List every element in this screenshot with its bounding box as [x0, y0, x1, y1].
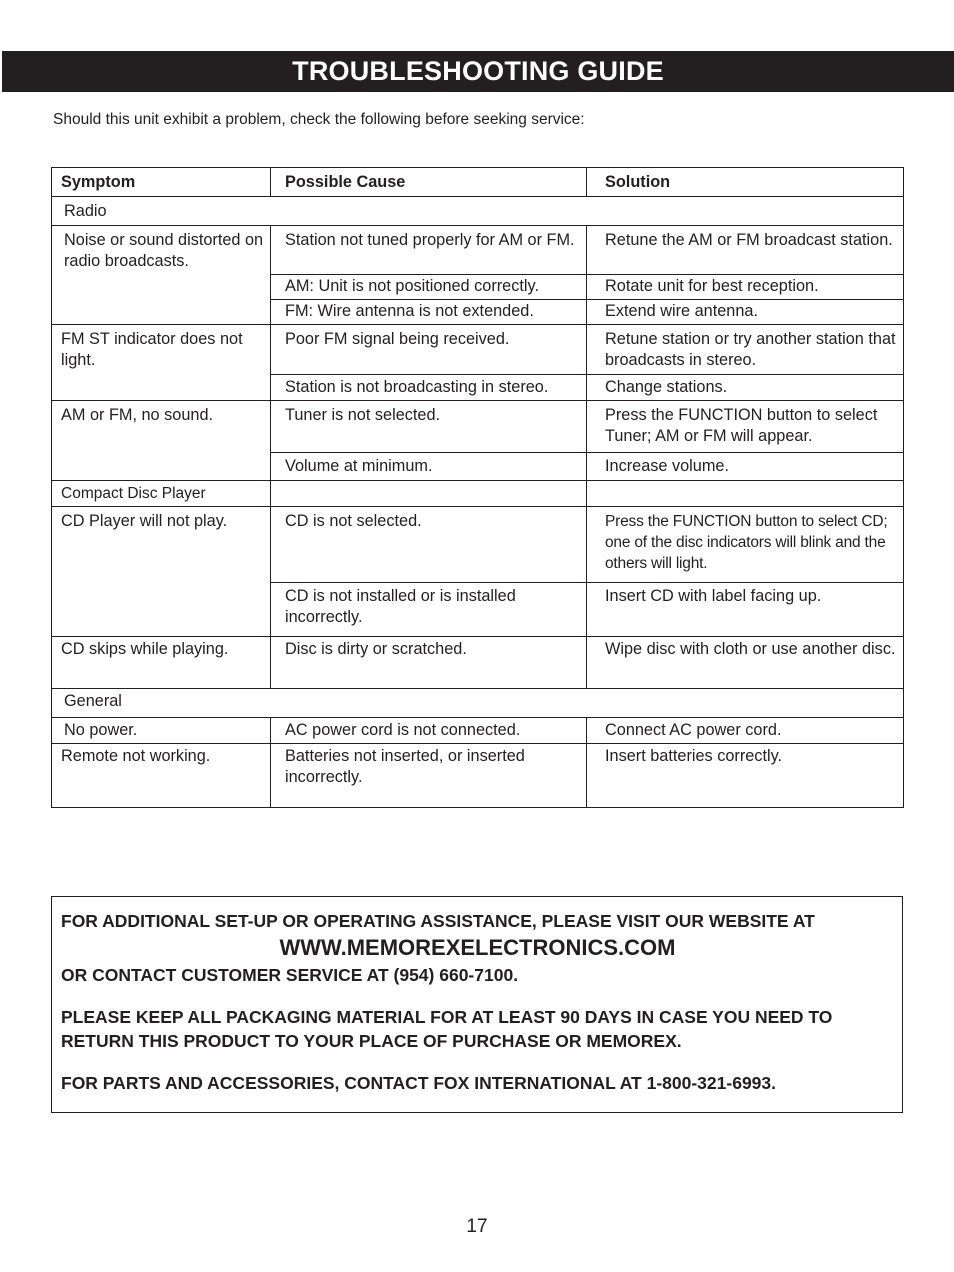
cause-cell: Disc is dirty or scratched.	[271, 637, 587, 689]
customer-service-line: OR CONTACT CUSTOMER SERVICE AT (954) 660-7100.	[61, 965, 519, 985]
cause-cell: Batteries not inserted, or inserted incorrectly.	[271, 744, 587, 808]
table-row	[52, 637, 904, 689]
parts-notice: FOR PARTS AND ACCESSORIES, CONTACT FOX INTERNATIONAL AT 1-800-321-6993.	[61, 1073, 777, 1093]
symptom-cell: CD Player will not play.	[52, 507, 271, 637]
header-symptom: Symptom	[52, 168, 271, 197]
info-box	[51, 896, 903, 1113]
symptom-cell: Remote not working.	[52, 744, 271, 808]
symptom-cell: No power.	[52, 718, 271, 744]
solution-cell: Insert CD with label facing up.	[587, 583, 904, 637]
section-cd: Compact Disc Player	[52, 481, 271, 507]
symptom-cell: CD skips while playing.	[52, 637, 271, 689]
table-row	[52, 325, 904, 375]
table-row	[52, 718, 904, 744]
table-row	[52, 226, 904, 275]
section-radio: Radio	[52, 197, 904, 226]
solution-cell: Change stations.	[587, 375, 904, 401]
section-general: General	[52, 689, 904, 718]
solution-cell: Insert batteries correctly.	[587, 744, 904, 808]
solution-cell: Extend wire antenna.	[587, 300, 904, 325]
intro-text: Should this unit exhibit a problem, check the following before seeking service:	[53, 111, 585, 128]
page-title: TROUBLESHOOTING GUIDE	[292, 56, 664, 86]
empty-cell	[587, 481, 904, 507]
website-line: FOR ADDITIONAL SET-UP OR OPERATING ASSISTANCE, PLEASE VISIT OUR WEBSITE AT	[61, 911, 815, 931]
cause-cell: AC power cord is not connected.	[271, 718, 587, 744]
solution-cell: Retune the AM or FM broadcast station.	[587, 226, 904, 275]
cause-cell: Tuner is not selected.	[271, 401, 587, 453]
solution-cell: Rotate unit for best reception.	[587, 275, 904, 300]
table-row	[52, 507, 904, 583]
symptom-cell: FM ST indicator does not light.	[52, 325, 271, 401]
cause-cell: CD is not installed or is installed incorrectly.	[271, 583, 587, 637]
solution-cell: Retune station or try another station that broadcasts in stereo.	[587, 325, 904, 375]
cause-cell: CD is not selected.	[271, 507, 587, 583]
solution-cell: Press the FUNCTION button to select Tuner; AM or FM will appear.	[587, 401, 904, 453]
table-row	[52, 401, 904, 453]
cause-cell: Station not tuned properly for AM or FM.	[271, 226, 587, 275]
empty-cell	[271, 481, 587, 507]
header-cause: Possible Cause	[271, 168, 587, 197]
title-banner	[2, 51, 954, 92]
symptom-cell: Noise or sound distorted on radio broadcasts.	[52, 226, 271, 325]
section-row	[52, 689, 904, 718]
cause-cell: Poor FM signal being received.	[271, 325, 587, 375]
cause-cell: FM: Wire antenna is not extended.	[271, 300, 587, 325]
solution-text: Press the FUNCTION button to select CD; one of the disc indicators will blink and the others will light.	[605, 513, 888, 572]
table-header-row	[52, 168, 904, 197]
header-solution: Solution	[587, 168, 904, 197]
solution-cell: Increase volume.	[587, 453, 904, 481]
solution-cell: Wipe disc with cloth or use another disc.	[587, 637, 904, 689]
page-number: 17	[466, 1216, 488, 1237]
website-url: WWW.MEMOREXELECTRONICS.COM	[279, 935, 676, 960]
solution-cell: Connect AC power cord.	[587, 718, 904, 744]
cause-cell: Station is not broadcasting in stereo.	[271, 375, 587, 401]
section-row	[52, 197, 904, 226]
cause-cell: Volume at minimum.	[271, 453, 587, 481]
troubleshooting-table	[51, 167, 904, 808]
symptom-cell: AM or FM, no sound.	[52, 401, 271, 481]
solution-cell	[587, 507, 904, 583]
cause-cell: AM: Unit is not positioned correctly.	[271, 275, 587, 300]
section-row	[52, 481, 904, 507]
table-row	[52, 744, 904, 808]
packaging-notice: PLEASE KEEP ALL PACKAGING MATERIAL FOR AT LEAST 90 DAYS IN CASE YOU NEED TO RETURN THIS PRODUCT TO YOUR PLACE OF PURCHASE OR MEMOREX.	[61, 1007, 833, 1051]
